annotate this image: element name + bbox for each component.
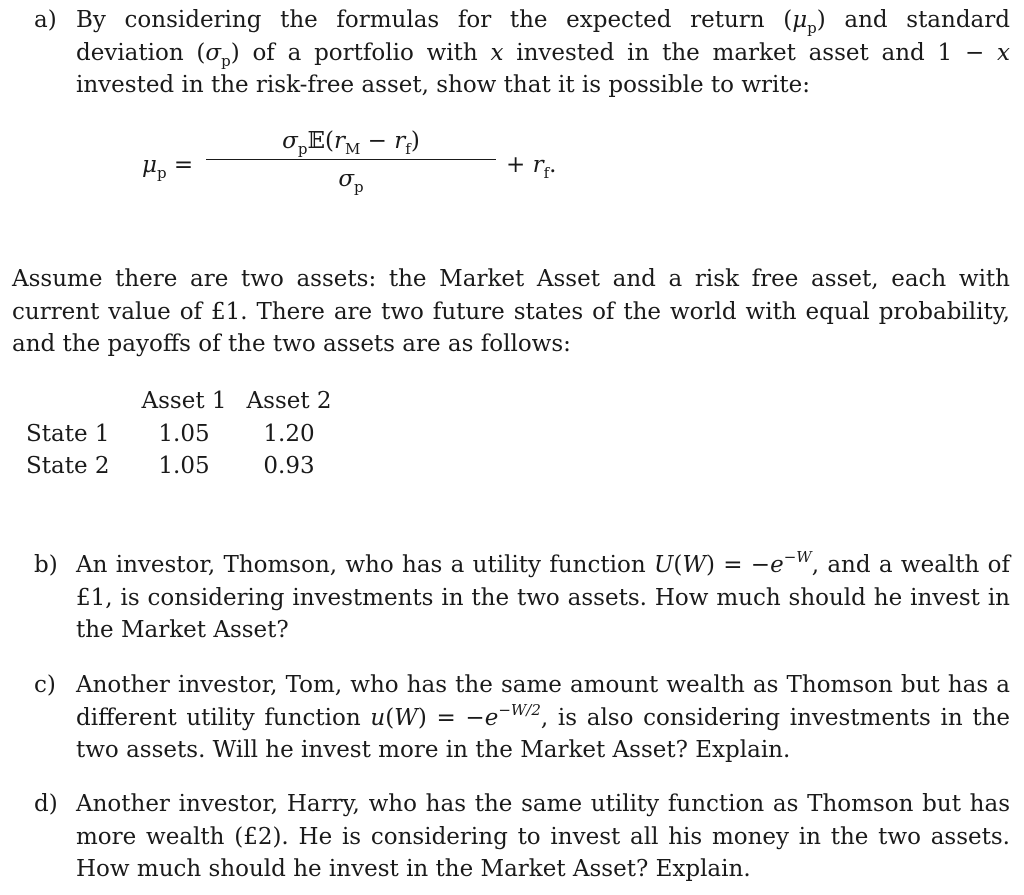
fraction-bar	[206, 159, 496, 160]
assets-description: Assume there are two assets: the Market Asset and a risk free asset, each with current value of £1. There are two future states of the world with equal probability, and the payoffs of the two assets are as follows:	[12, 266, 1010, 357]
equation-denominator: $\sigma_p$	[338, 166, 364, 196]
equation-numerator: $\sigma_p𝔼(r_M - r_f)$	[282, 128, 420, 158]
table-cell: 1.20	[263, 420, 315, 447]
question-a-label: a)	[34, 7, 57, 33]
equation-rhs: + $r_f$.	[506, 152, 557, 182]
payoff-table	[14, 385, 342, 483]
table-row-label: State 2	[26, 453, 110, 479]
table-cell: 1.05	[158, 420, 210, 447]
table-header-cell: Asset 1	[141, 388, 227, 414]
question-d-label: d)	[34, 791, 58, 817]
question-c	[34, 669, 1010, 767]
table-cell: 0.93	[263, 453, 315, 479]
table-header-cell	[14, 385, 132, 418]
question-a	[34, 4, 1010, 102]
table-row	[14, 450, 342, 483]
question-b-text: An investor, Thomson, who has a utility function $U(W) = -e^{-W}$, and a wealth of £1, is considering investments in the two assets. How much should he invest in the Market Asset?	[76, 548, 1010, 643]
question-d	[34, 788, 1010, 886]
question-b-label: b)	[34, 552, 58, 578]
equation-lhs: $\mu_p$ =	[142, 152, 194, 182]
question-c-label: c)	[34, 672, 56, 698]
question-d-text: Another investor, Harry, who has the same utility function as Thomson but has more wealth (£2). He is considering to invest all his money in the two assets. How much should he invest in the Market Asset? Explain.	[76, 791, 1010, 882]
table-row	[14, 418, 342, 451]
table-header-cell: Asset 2	[246, 388, 332, 414]
question-c-text: Another investor, Tom, who has the same amount wealth as Thomson but has a different utility function $u(W) = -e^{-W/2}$, is also considering investments in the two assets. Will he invest more in the Market Asset? Explain.	[76, 672, 1011, 763]
table-cell: 1.05	[158, 453, 210, 479]
table-header-row	[14, 385, 342, 418]
question-b	[34, 549, 1010, 647]
table-row-label: State 1	[26, 420, 110, 447]
question-a-text: By considering the formulas for the expected return $(\mu_p)$ and standard deviation $(\sigma_p)$ of a portfolio with x invested in the market asset and 1 − x invested in the risk-free asset, show that it is possible to write:	[76, 7, 1010, 98]
